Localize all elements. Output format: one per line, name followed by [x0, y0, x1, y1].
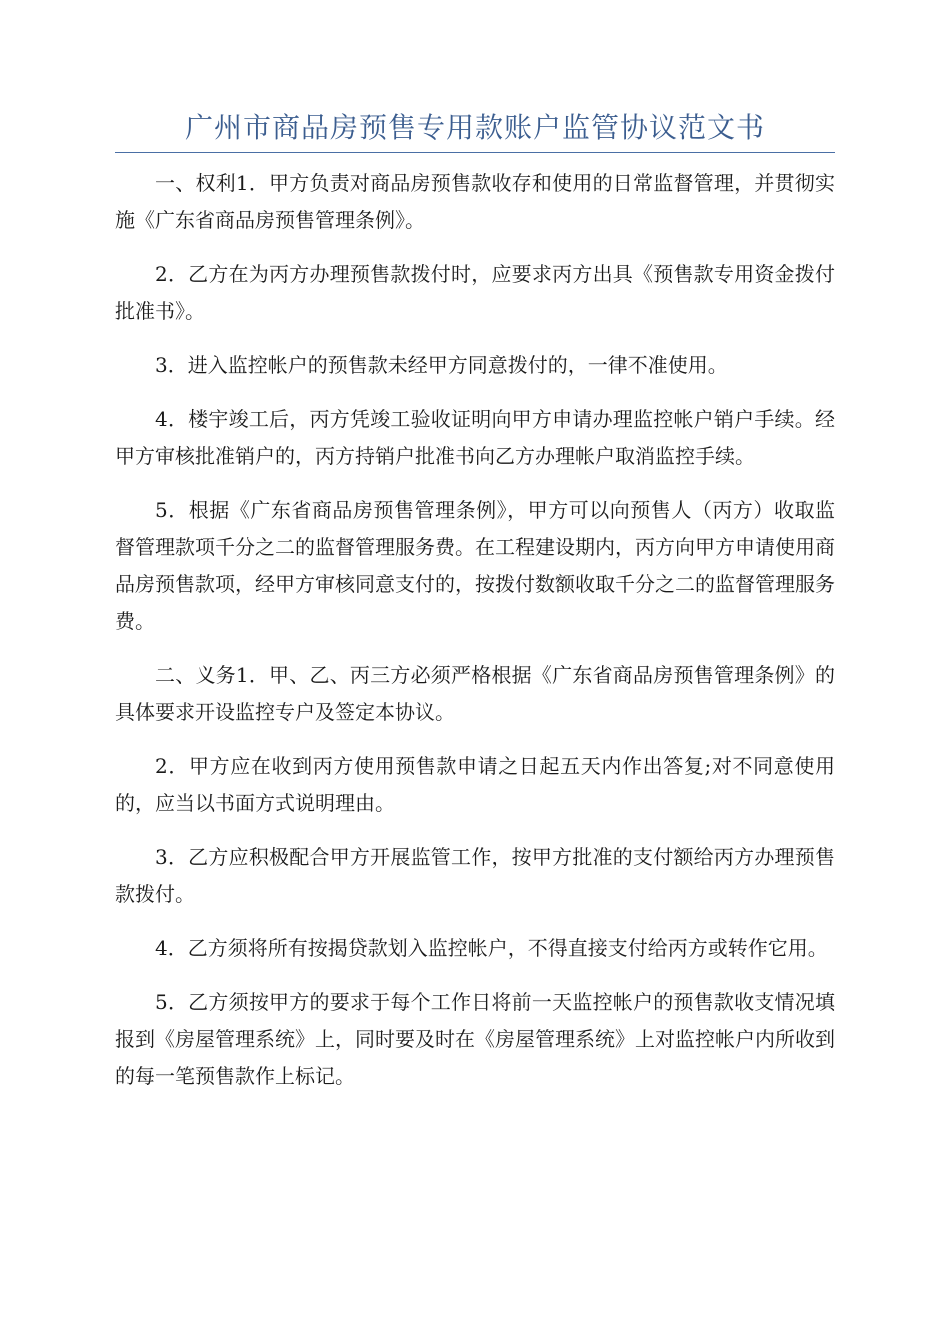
document-page	[115, 108, 835, 1112]
paragraph-rights-5: 5．根据《广东省商品房预售管理条例》，甲方可以向预售人（丙方）收取监督管理款项千分之二的监督管理服务费。在工程建设期内，丙方向甲方申请使用商品房预售款项，经甲方审核同意支付的，按拨付数额收取千分之二的监督管理服务费。	[115, 498, 835, 633]
paragraph-duties-5: 5．乙方须按甲方的要求于每个工作日将前一天监控帐户的预售款收支情况填报到《房屋管理系统》上，同时要及时在《房屋管理系统》上对监控帐户内所收到的每一笔预售款作上标记。	[115, 990, 835, 1088]
paragraph-duties-4: 4．乙方须将所有按揭贷款划入监控帐户，不得直接支付给丙方或转作它用。	[155, 936, 828, 960]
paragraph-duties-2: 2．甲方应在收到丙方使用预售款申请之日起五天内作出答复;对不同意使用的，应当以书面方式说明理由。	[115, 754, 835, 815]
paragraph-rights-2: 2．乙方在为丙方办理预售款拨付时，应要求丙方出具《预售款专用资金拨付批准书》。	[115, 262, 835, 323]
paragraph-rights-4: 4．楼宇竣工后，丙方凭竣工验收证明向甲方申请办理监控帐户销户手续。经甲方审核批准销户的，丙方持销户批准书向乙方办理帐户取消监控手续。	[115, 407, 835, 468]
paragraph-duties-1: 二、义务1．甲、乙、丙三方必须严格根据《广东省商品房预售管理条例》的具体要求开设监控专户及签定本协议。	[115, 663, 835, 724]
paragraph-duties-3: 3．乙方应积极配合甲方开展监管工作，按甲方批准的支付额给丙方办理预售款拨付。	[115, 845, 835, 906]
paragraph-rights-3: 3．进入监控帐户的预售款未经甲方同意拨付的，一律不准使用。	[155, 353, 728, 377]
document-title: 广州市商品房预售专用款账户监管协议范文书	[184, 111, 765, 144]
paragraph-rights-1: 一、权利1．甲方负责对商品房预售款收存和使用的日常监督管理，并贯彻实施《广东省商品房预售管理条例》。	[115, 171, 835, 232]
title-underline	[115, 152, 835, 153]
